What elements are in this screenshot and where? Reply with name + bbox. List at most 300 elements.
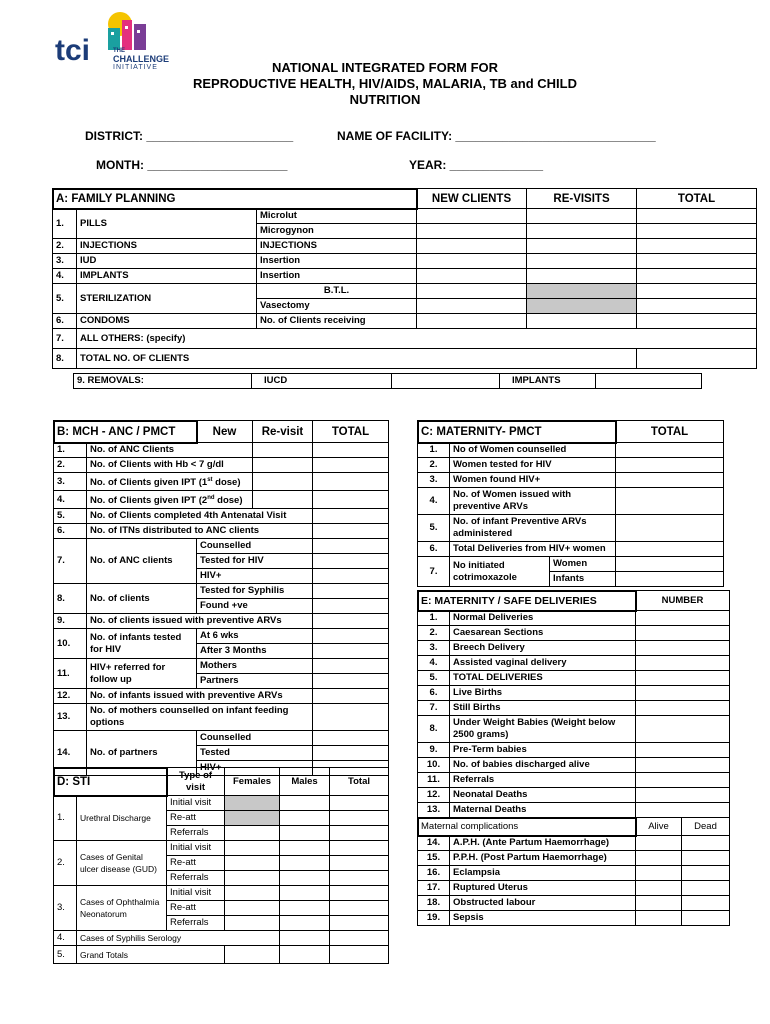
col-total: TOTAL: [313, 421, 389, 443]
row-num: 6.: [54, 524, 87, 539]
row-num: 5.: [418, 515, 450, 542]
row-label: Cases of Ophthalmia Neonatorum: [77, 886, 167, 931]
input-cell[interactable]: [636, 773, 730, 788]
row-label: No. of Clients completed 4th Antenatal Visit: [87, 509, 313, 524]
row-num: 13.: [54, 704, 87, 731]
input-cell[interactable]: [616, 443, 724, 458]
input-cell[interactable]: [636, 641, 730, 656]
row-label: Neonatal Deaths: [450, 788, 636, 803]
section-d-table: [53, 767, 389, 964]
input-cell[interactable]: [313, 704, 389, 731]
row-num: 6.: [418, 542, 450, 557]
input-cell[interactable]: [313, 731, 389, 746]
row-label: Ruptured Uterus: [450, 881, 636, 896]
row-label: Urethral Discharge: [77, 796, 167, 841]
sub-label: Mothers: [197, 659, 313, 674]
row-num: 5.: [54, 509, 87, 524]
input-cell[interactable]: [313, 659, 389, 674]
facility-field[interactable]: NAME OF FACILITY: ______________________________: [337, 129, 656, 143]
input-cell[interactable]: [280, 946, 330, 964]
input-cell[interactable]: [637, 239, 757, 254]
input-cell[interactable]: [330, 931, 389, 946]
row-label: No. of ANC Clients: [87, 443, 253, 458]
input-cell[interactable]: [313, 746, 389, 761]
logo-line1: THE: [113, 48, 125, 54]
sub-label: Counselled: [197, 731, 313, 746]
input-cell[interactable]: [682, 866, 730, 881]
input-cell[interactable]: [330, 871, 389, 886]
input-cell[interactable]: [637, 349, 757, 369]
col-total: Total: [330, 768, 389, 796]
input-cell[interactable]: [636, 743, 730, 758]
row-num: 11.: [418, 773, 450, 788]
input-cell[interactable]: [616, 458, 724, 473]
section-a-title: A: FAMILY PLANNING: [53, 189, 417, 209]
row-label: No. of Clients with Hb < 7 g/dl: [87, 458, 253, 473]
input-cell[interactable]: [636, 896, 682, 911]
input-cell[interactable]: [313, 524, 389, 539]
input-cell[interactable]: [417, 314, 527, 329]
row-num: 2.: [54, 841, 77, 886]
shaded-cell: [527, 284, 637, 299]
input-cell[interactable]: [280, 841, 330, 856]
input-cell[interactable]: [313, 443, 389, 458]
input-cell[interactable]: [637, 254, 757, 269]
input-cell[interactable]: [636, 701, 730, 716]
col-males: Males: [280, 768, 330, 796]
row-num: 4.: [54, 491, 87, 509]
input-cell[interactable]: [313, 614, 389, 629]
removals-table: [73, 373, 702, 389]
row-label: IMPLANTS: [77, 269, 257, 284]
visit-label: Referrals: [167, 826, 225, 841]
input-cell[interactable]: [637, 224, 757, 239]
input-cell[interactable]: [636, 626, 730, 641]
input-cell[interactable]: [637, 314, 757, 329]
row-num: 4.: [418, 488, 450, 515]
input-cell[interactable]: [280, 916, 330, 931]
year-field[interactable]: YEAR: ______________: [409, 158, 544, 172]
input-cell[interactable]: [330, 856, 389, 871]
sub-label: B.T.L.: [257, 284, 417, 299]
form-title-line2: REPRODUCTIVE HEALTH, HIV/AIDS, MALARIA, TB and CHILD: [193, 76, 577, 91]
row-num: 3.: [418, 641, 450, 656]
input-cell[interactable]: [636, 716, 730, 743]
input-cell[interactable]: [280, 931, 330, 946]
row-label: Under Weight Babies (Weight below 2500 grams): [450, 716, 636, 743]
input-cell[interactable]: [280, 811, 330, 826]
row-label: Assisted vaginal delivery: [450, 656, 636, 671]
input-cell[interactable]: [636, 836, 682, 851]
row-label: Eclampsia: [450, 866, 636, 881]
shaded-cell: [527, 299, 637, 314]
ipt2-sup: nd: [207, 495, 215, 502]
sub-label: Infants: [550, 572, 616, 587]
row-num: 1.: [54, 443, 87, 458]
input-cell[interactable]: [392, 374, 500, 389]
row-num: 8.: [53, 349, 77, 369]
row-label: Still Births: [450, 701, 636, 716]
sub-label: Insertion: [257, 269, 417, 284]
input-cell[interactable]: [637, 209, 757, 224]
row-label: No. of ANC clients: [87, 539, 197, 584]
sub-label: Microgynon: [257, 224, 417, 239]
row-num: 12.: [54, 689, 87, 704]
col-total: TOTAL: [637, 189, 757, 209]
row-label: P.P.H. (Post Partum Haemorrhage): [450, 851, 636, 866]
input-cell[interactable]: [636, 671, 730, 686]
row-num: 1.: [54, 796, 77, 841]
input-cell[interactable]: [527, 254, 637, 269]
row-label: Cases of Syphilis Serology: [77, 931, 280, 946]
sub-label: Found +ve: [197, 599, 313, 614]
sub-label: HIV+: [197, 569, 313, 584]
month-field[interactable]: MONTH: _____________________: [96, 158, 288, 172]
col-number: NUMBER: [636, 591, 730, 611]
row-num: 7.: [54, 539, 87, 584]
row-num: 7.: [53, 329, 77, 349]
input-cell[interactable]: [596, 374, 702, 389]
row-label: INJECTIONS: [77, 239, 257, 254]
col-new: New: [197, 421, 253, 443]
input-cell[interactable]: [225, 856, 280, 871]
input-cell[interactable]: [280, 826, 330, 841]
input-cell[interactable]: [636, 788, 730, 803]
sub-label: Vasectomy: [257, 299, 417, 314]
ipt2-text: No. of Clients given IPT (2: [90, 495, 208, 507]
row-num: 18.: [418, 896, 450, 911]
row-label: ALL OTHERS: (specify): [77, 329, 757, 349]
row-label: Sepsis: [450, 911, 636, 926]
shaded-cell: [225, 796, 280, 811]
row-num: 2.: [54, 458, 87, 473]
input-cell[interactable]: [313, 689, 389, 704]
ipt2-text-end: dose): [214, 495, 243, 507]
input-cell[interactable]: [636, 851, 682, 866]
input-cell[interactable]: [330, 841, 389, 856]
row-num: 11.: [54, 659, 87, 689]
row-num: 4.: [53, 269, 77, 284]
row-num: 16.: [418, 866, 450, 881]
row-label: [87, 491, 253, 509]
col-new-clients: NEW CLIENTS: [417, 189, 527, 209]
row-label: Grand Totals: [77, 946, 225, 964]
input-cell[interactable]: [527, 314, 637, 329]
ipt1-text-end: dose): [212, 477, 241, 489]
col-revisit: Re-visit: [253, 421, 313, 443]
section-e-table: [417, 590, 730, 926]
row-num: 4.: [418, 656, 450, 671]
input-cell[interactable]: [313, 491, 389, 509]
input-cell[interactable]: [616, 557, 724, 572]
input-cell[interactable]: [225, 901, 280, 916]
row-label: [87, 473, 253, 491]
input-cell[interactable]: [225, 916, 280, 931]
visit-label: Re-att: [167, 856, 225, 871]
row-label: No. of babies discharged alive: [450, 758, 636, 773]
sub-label: Tested for Syphilis: [197, 584, 313, 599]
input-cell[interactable]: [313, 473, 389, 491]
row-label: PILLS: [77, 209, 257, 239]
input-cell[interactable]: [637, 284, 757, 299]
row-label: Total Deliveries from HIV+ women: [450, 542, 616, 557]
input-cell[interactable]: [636, 866, 682, 881]
row-num: 19.: [418, 911, 450, 926]
col-dead: Dead: [682, 818, 730, 836]
row-num: 3.: [418, 473, 450, 488]
input-cell[interactable]: [313, 509, 389, 524]
input-cell[interactable]: [417, 299, 527, 314]
input-cell[interactable]: [527, 239, 637, 254]
maternal-complications-label: Maternal complications: [418, 818, 636, 836]
input-cell[interactable]: [280, 871, 330, 886]
input-cell[interactable]: [330, 901, 389, 916]
row-num: 9.: [418, 743, 450, 758]
sub-label: At 6 wks: [197, 629, 313, 644]
row-num: 13.: [418, 803, 450, 818]
section-a-table: [52, 188, 757, 369]
row-label: Cases of Genital ulcer disease (GUD): [77, 841, 167, 886]
row-num: 10.: [54, 629, 87, 659]
input-cell[interactable]: [253, 491, 313, 509]
input-cell[interactable]: [330, 811, 389, 826]
input-cell[interactable]: [313, 458, 389, 473]
input-cell[interactable]: [636, 803, 730, 818]
input-cell[interactable]: [313, 629, 389, 644]
row-label: No. of clients issued with preventive ARVs: [87, 614, 313, 629]
shaded-cell: [225, 811, 280, 826]
row-num: 2.: [418, 458, 450, 473]
logo-abbr: tci: [55, 34, 91, 67]
row-num: 7.: [418, 701, 450, 716]
ipt1-sup: st: [207, 477, 213, 483]
row-num: 2.: [418, 626, 450, 641]
row-label: STERILIZATION: [77, 284, 257, 314]
row-label: A.P.H. (Ante Partum Haemorrhage): [450, 836, 636, 851]
sub-label: No. of Clients receiving: [257, 314, 417, 329]
input-cell[interactable]: [527, 224, 637, 239]
visit-label: Referrals: [167, 916, 225, 931]
row-num: 3.: [53, 254, 77, 269]
row-label: Normal Deliveries: [450, 611, 636, 626]
input-cell[interactable]: [637, 269, 757, 284]
row-label: No. of Women issued with preventive ARVs: [450, 488, 616, 515]
row-label: No. of clients: [87, 584, 197, 614]
visit-label: Re-att: [167, 811, 225, 826]
input-cell[interactable]: [313, 674, 389, 689]
sub-label: Counselled: [197, 539, 313, 554]
row-label: CONDOMS: [77, 314, 257, 329]
input-cell[interactable]: [682, 881, 730, 896]
input-cell[interactable]: [225, 946, 280, 964]
row-label: No. of ITNs distributed to ANC clients: [87, 524, 313, 539]
logo-line3: INITIATIVE: [113, 64, 158, 71]
section-b-table: [53, 420, 389, 776]
row-num: 5.: [53, 284, 77, 314]
input-cell[interactable]: [417, 209, 527, 224]
row-label: No. of mothers counselled on infant feeding options: [87, 704, 313, 731]
input-cell[interactable]: [527, 269, 637, 284]
input-cell[interactable]: [636, 611, 730, 626]
row-num: 8.: [54, 584, 87, 614]
input-cell[interactable]: [682, 896, 730, 911]
input-cell[interactable]: [636, 881, 682, 896]
input-cell[interactable]: [616, 473, 724, 488]
col-re-visits: RE-VISITS: [527, 189, 637, 209]
row-num: 8.: [418, 716, 450, 743]
input-cell[interactable]: [280, 796, 330, 811]
visit-label: Re-att: [167, 901, 225, 916]
form-title-line3: NUTRITION: [349, 92, 421, 107]
row-num: 3.: [54, 473, 87, 491]
visit-label: Initial visit: [167, 841, 225, 856]
input-cell[interactable]: [616, 515, 724, 542]
input-cell[interactable]: [225, 871, 280, 886]
row-label: HIV+ referred for follow up: [87, 659, 197, 689]
sub-label: INJECTIONS: [257, 239, 417, 254]
input-cell[interactable]: [636, 911, 682, 926]
input-cell[interactable]: [225, 841, 280, 856]
col-alive: Alive: [636, 818, 682, 836]
input-cell[interactable]: [682, 911, 730, 926]
input-cell[interactable]: [313, 569, 389, 584]
row-label: No. of infants tested for HIV: [87, 629, 197, 659]
input-cell[interactable]: [417, 254, 527, 269]
input-cell[interactable]: [527, 209, 637, 224]
sub-label: Tested for HIV: [197, 554, 313, 569]
form-title-line1: NATIONAL INTEGRATED FORM FOR: [271, 60, 499, 75]
row-label: No. of partners: [87, 731, 197, 776]
input-cell[interactable]: [616, 572, 724, 587]
row-label: No. of infants issued with preventive ARVs: [87, 689, 313, 704]
logo-line2: CHALLENGE: [113, 54, 169, 64]
visit-label: Initial visit: [167, 886, 225, 901]
col-total: TOTAL: [616, 421, 724, 443]
row-label: No of Women counselled: [450, 443, 616, 458]
row-num: 12.: [418, 788, 450, 803]
input-cell[interactable]: [313, 554, 389, 569]
row-label: Obstructed labour: [450, 896, 636, 911]
input-cell[interactable]: [636, 686, 730, 701]
input-cell[interactable]: [417, 239, 527, 254]
row-num: 14.: [54, 731, 87, 776]
row-num: 17.: [418, 881, 450, 896]
row-label: Women found HIV+: [450, 473, 616, 488]
row-label: Caesarean Sections: [450, 626, 636, 641]
input-cell[interactable]: [313, 539, 389, 554]
row-num: 9.: [54, 614, 87, 629]
visit-label: Referrals: [167, 871, 225, 886]
input-cell[interactable]: [330, 826, 389, 841]
sub-label: Tested: [197, 746, 313, 761]
row-num: 4.: [54, 931, 77, 946]
sub-label: Microlut: [257, 209, 417, 224]
input-cell[interactable]: [682, 851, 730, 866]
input-cell[interactable]: [417, 224, 527, 239]
row-num: 5.: [54, 946, 77, 964]
row-num: 10.: [418, 758, 450, 773]
input-cell[interactable]: [616, 488, 724, 515]
row-num: 1.: [418, 443, 450, 458]
input-cell[interactable]: [330, 796, 389, 811]
section-e-title: E: MATERNITY / SAFE DELIVERIES: [418, 591, 636, 611]
input-cell[interactable]: [636, 758, 730, 773]
input-cell[interactable]: [330, 916, 389, 931]
input-cell[interactable]: [417, 284, 527, 299]
input-cell[interactable]: [313, 644, 389, 659]
row-label: No. of infant Preventive ARVs administered: [450, 515, 616, 542]
input-cell[interactable]: [616, 542, 724, 557]
row-label: Maternal Deaths: [450, 803, 636, 818]
row-label: TOTAL NO. OF CLIENTS: [77, 349, 637, 369]
section-c-title: C: MATERNITY- PMCT: [418, 421, 616, 443]
row-label: Pre-Term babies: [450, 743, 636, 758]
row-num: 1.: [418, 611, 450, 626]
row-label: Breech Delivery: [450, 641, 636, 656]
input-cell[interactable]: [636, 656, 730, 671]
input-cell[interactable]: [280, 901, 330, 916]
input-cell[interactable]: [637, 299, 757, 314]
sub-label: After 3 Months: [197, 644, 313, 659]
input-cell[interactable]: [280, 886, 330, 901]
input-cell[interactable]: [682, 836, 730, 851]
row-label: No initiated cotrimoxazole: [450, 557, 550, 587]
input-cell[interactable]: [225, 886, 280, 901]
sub-label: Insertion: [257, 254, 417, 269]
district-field[interactable]: DISTRICT: ______________________: [85, 129, 294, 143]
row-num: 1.: [53, 209, 77, 239]
input-cell[interactable]: [330, 886, 389, 901]
iucd-label: IUCD: [252, 374, 392, 389]
row-label: Women tested for HIV: [450, 458, 616, 473]
input-cell[interactable]: [253, 443, 313, 458]
section-c-table: [417, 420, 724, 587]
row-num: 2.: [53, 239, 77, 254]
sub-label: Partners: [197, 674, 313, 689]
input-cell[interactable]: [253, 458, 313, 473]
row-num: 14.: [418, 836, 450, 851]
ipt1-text: No. of Clients given IPT (1: [90, 477, 208, 489]
row-label: TOTAL DELIVERIES: [450, 671, 636, 686]
row-label: Live Births: [450, 686, 636, 701]
section-b-title: B: MCH - ANC / PMCT: [54, 421, 197, 443]
sub-label: Women: [550, 557, 616, 572]
visit-label: Initial visit: [167, 796, 225, 811]
row-num: 15.: [418, 851, 450, 866]
section-d-title: D: STI: [54, 768, 167, 796]
sub-label: HIV+: [197, 761, 313, 776]
input-cell[interactable]: [280, 856, 330, 871]
row-num: 6.: [53, 314, 77, 329]
input-cell[interactable]: [417, 269, 527, 284]
implants-label: IMPLANTS: [500, 374, 596, 389]
row-num: 7.: [418, 557, 450, 587]
input-cell[interactable]: [313, 584, 389, 599]
input-cell[interactable]: [253, 473, 313, 491]
row-label: Referrals: [450, 773, 636, 788]
input-cell[interactable]: [225, 826, 280, 841]
input-cell[interactable]: [313, 599, 389, 614]
col-type-of-visit: Type of visit: [167, 768, 225, 796]
row-label: IUD: [77, 254, 257, 269]
input-cell[interactable]: [330, 946, 389, 964]
removals-label: 9. REMOVALS:: [74, 374, 252, 389]
col-females: Females: [225, 768, 280, 796]
logo-graphic: [100, 10, 160, 55]
row-num: 3.: [54, 886, 77, 931]
row-num: 5.: [418, 671, 450, 686]
row-num: 6.: [418, 686, 450, 701]
